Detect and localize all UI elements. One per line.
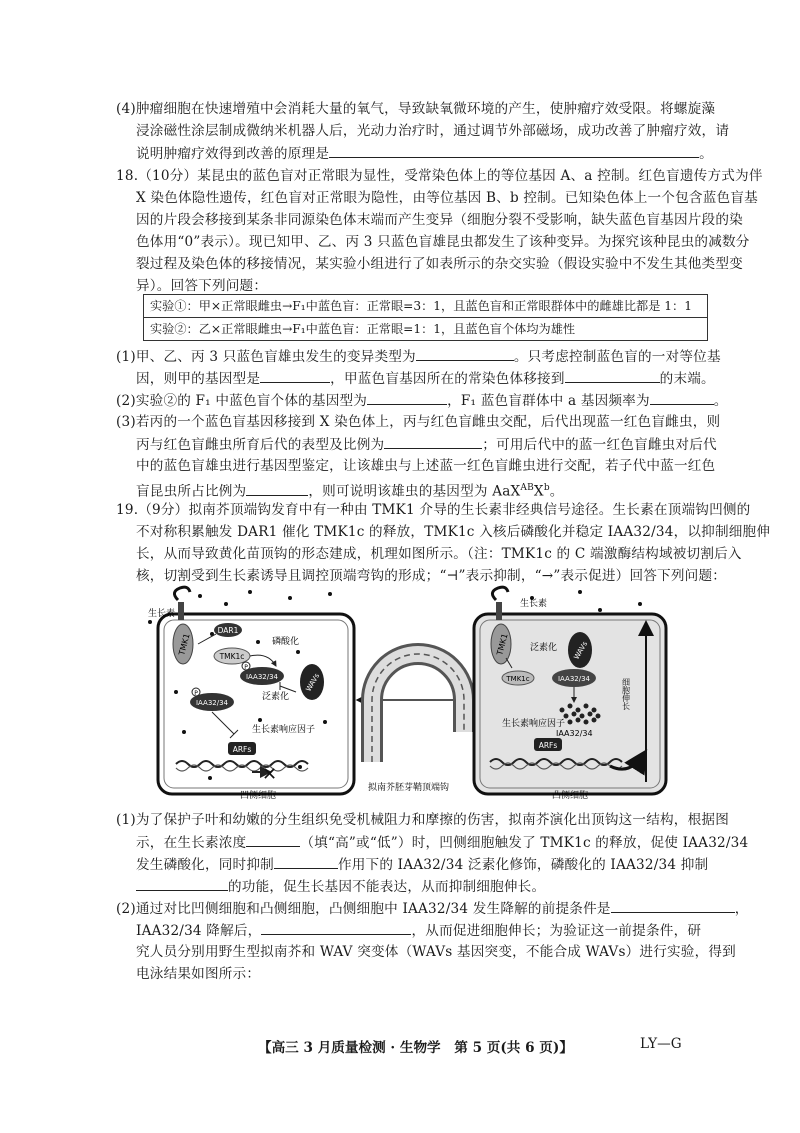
q19-1-line-2 — [136, 832, 748, 853]
q19-1-text-c: （填“高”或“低”）时，凹侧细胞触发了 TMK1c 的释放，促使 IAA32/34 — [300, 835, 749, 851]
answer-blank[interactable] — [136, 876, 228, 891]
q17-4-line-1: (4)肿瘤细胞在快速增殖中会消耗大量的氧气，导致缺氧微环境的产生，使肿瘤疗效受限。将螺旋藻 — [116, 101, 716, 117]
answer-blank[interactable] — [260, 368, 330, 383]
q18-line-6: 异）。回答下列问题： — [136, 278, 268, 294]
q18-1-line-1 — [116, 346, 721, 367]
arfs-left-label: ARFs — [232, 745, 252, 754]
experiment-1: 实验①：甲×正常眼雌虫→F₁中蓝色盲：正常眼=3：1，且蓝色盲和正常眼群体中的雌雄比都是 1：1 — [150, 299, 692, 313]
experiment-table — [143, 294, 708, 341]
q19-2-line-4: 电泳结果如图所示： — [136, 966, 261, 982]
answer-blank[interactable] — [261, 920, 411, 935]
iaa-right-deg-label: IAA32/34 — [556, 729, 593, 738]
answer-blank[interactable] — [565, 368, 660, 383]
q17-4-end: 。 — [699, 146, 713, 162]
q19-line-2: 不对称积累触发 DAR1 催化 TMK1c 的释放，TMK1c 入核后磷酸化并稳定 IAA32/34，以抑制细胞伸 — [136, 524, 771, 540]
elongation-label: 细胞伸长 — [621, 678, 631, 710]
wavs-left-label: WAVs — [304, 672, 322, 693]
phosphorylation-label: 磷酸化 — [272, 637, 300, 647]
answer-blank[interactable] — [384, 434, 482, 449]
q18-2-text-c: 。 — [713, 393, 728, 409]
q18-line-3: 因的片段会移接到某条非同源染色体末端而产生变异（细胞分裂不受影响，缺失蓝色盲基因片段的染 — [136, 212, 743, 228]
hook-label: 拟南芥胚芽鞘顶端钩 — [368, 783, 450, 793]
q18-3-line-3: 中的蓝色盲雄虫进行基因型鉴定，让该雄虫与上述蓝一红色盲雌虫进行交配，若子代中蓝一红色 — [136, 458, 716, 474]
p-marker-1: P — [244, 664, 248, 671]
page-footer-title: 【高三 3 月质量检测 · 生物学 第 5 页(共 6 页)】 — [258, 1040, 573, 1056]
q18-3-text-c: ；可用后代中的蓝一红色盲雌虫对后代 — [482, 437, 717, 453]
convex-label: 凸侧细胞 — [552, 791, 589, 801]
ubiquitination-right-label: 泛素化 — [530, 643, 558, 653]
q18-3-text-b: 丙与红色盲雌虫所育后代的表型及比例为 — [136, 437, 385, 453]
blocked-cross-icon: ✕ — [262, 764, 278, 785]
concave-cell — [148, 587, 354, 801]
q19-2-text-d: ，从而促进细胞伸长；为验证这一前提条件，研 — [411, 923, 702, 939]
tmk1-left-label: TMK1 — [177, 632, 192, 657]
q18-3-line-1: (3)若丙的一个蓝色盲基因移接到 X 染色体上，丙与红色盲雌虫交配，后代出现蓝一红色盲雌虫，则 — [116, 414, 721, 430]
arfs-right-label: ARFs — [538, 741, 558, 750]
q18-1-text-e: 的末端。 — [659, 371, 715, 387]
q19-2-text-c: IAA32/34 降解后， — [136, 923, 262, 939]
auxin-left-label: 生长素 — [148, 609, 176, 619]
q18-3-text-f: ，则可说明该雄虫的基因型为 AaX — [308, 483, 521, 500]
answer-blank[interactable] — [246, 481, 308, 496]
tmk1c-right-label: TMK1c — [506, 675, 530, 683]
answer-blank[interactable] — [650, 390, 714, 405]
q17-4-text: 说明肿瘤疗效得到改善的原理是 — [136, 146, 330, 162]
q18-2-line — [116, 390, 728, 411]
q18-line-2: X 染色体隐性遗传，红色盲对正常眼为隐性，由等位基因 B、b 控制。已知染色体上一个包含蓝色盲基 — [136, 190, 758, 206]
q19-2-line-1 — [116, 898, 749, 919]
iaa-right-top-label: IAA32/34 — [557, 675, 591, 683]
answer-blank[interactable] — [416, 346, 514, 361]
ubiquitination-left-label: 泛素化 — [262, 692, 290, 702]
q18-2-text-b: ，F₁ 蓝色盲群体中 a 基因频率为 — [447, 393, 650, 409]
concave-label: 凹侧细胞 — [240, 791, 277, 801]
q17-4-line-2: 浸涂磁性涂层制成微纳米机器人后，光动力治疗时，通过调节外部磁场，成功改善了肿瘤疗效，请 — [136, 123, 730, 139]
q19-1-text-b: 示，在生长素浓度 — [136, 835, 247, 851]
q18-1-text-d: ，甲蓝色盲基因所在的常染色体移接到 — [330, 371, 565, 387]
q18-2-text-a: (2)实验②的 F₁ 中蓝色盲个体的基因型为 — [116, 393, 368, 409]
q19-2-text-b: ， — [734, 901, 749, 917]
q19-line-3: 长，从而导致黄化苗顶钩的形态建成，机理如图所示。（注：TMK1c 的 C 端激酶结构域被切割后入 — [136, 546, 742, 562]
q18-1-text-b: 。只考虑控制蓝色盲的一对等位基 — [513, 349, 721, 365]
convex-cell — [474, 587, 666, 801]
answer-blank[interactable] — [329, 143, 699, 158]
iaa-left-p-label: IAA32/34 — [195, 699, 229, 707]
q18-3-line-2 — [136, 434, 717, 455]
q19-1-text-f: 的功能，促生长基因不能表达，从而抑制细胞伸长。 — [228, 879, 546, 895]
q18-3-line-4 — [136, 478, 564, 502]
arf-left-label: 生长素响应因子 — [252, 725, 316, 735]
q18-3-text-e: 盲昆虫所占比例为 — [136, 483, 247, 500]
superscript-b: b — [543, 483, 550, 493]
q19-1-text-d: 发生磷酸化，同时抑制 — [136, 857, 274, 873]
answer-blank[interactable] — [246, 832, 300, 847]
q18-3-text-g: X — [533, 483, 544, 500]
answer-blank[interactable] — [611, 898, 735, 913]
experiment-2: 实验②：乙×正常眼雌虫→F₁中蓝色盲：正常眼=1：1，且蓝色盲个体均为雄性 — [144, 317, 707, 340]
q18-1-text-a: (1)甲、乙、丙 3 只蓝色盲雄虫发生的变异类型为 — [116, 349, 416, 365]
arf-right-label: 生长素响应因子 — [502, 719, 566, 729]
q18-3-text-h: 。 — [549, 483, 564, 500]
q19-2-line-3: 究人员分别用野生型拟南芥和 WAV 突变体（WAVs 基因突变，不能合成 WAVs）进行实验，得到 — [136, 944, 736, 960]
q19-1-line-4 — [136, 876, 545, 897]
superscript-ab: AB — [520, 483, 534, 493]
page-footer-code: LY—G — [640, 1036, 682, 1052]
q17-4-line-3 — [136, 143, 713, 164]
q19-1-text-e: 作用下的 IAA32/34 泛素化修饰，磷酸化的 IAA32/34 抑制 — [337, 857, 709, 873]
q19-2-line-2 — [136, 920, 701, 941]
wavs-right-label: WAVs — [572, 640, 590, 661]
tmk1-right-label: TMK1 — [495, 632, 510, 657]
receptor-hook-icon — [174, 587, 190, 600]
q18-1-text-c: 因，则甲的基因型是 — [136, 371, 261, 387]
auxin-right-label: 生长素 — [520, 599, 548, 609]
mechanism-figure — [140, 582, 670, 804]
q18-line-5: 裂过程及染色体的移接情况，某实验小组进行了如表所示的杂交实验（假设实验中不发生其他类型变 — [136, 256, 743, 272]
q18-line-1: 18.（10分）某昆虫的蓝色盲对正常眼为显性，受常染色体上的等位基因 A、a 控制。红色盲遗传方式为伴 — [116, 168, 763, 184]
q19-line-1: 19.（9分）拟南芥顶端钩发育中有一种由 TMK1 介导的生长素非经典信号途径。生长素在顶端钩凹侧的 — [116, 502, 751, 518]
tmk1c-left-label: TMK1c — [219, 652, 245, 661]
dar1-label: DAR1 — [217, 626, 239, 635]
iaa-left-top-label: IAA32/34 — [245, 673, 279, 681]
q19-line-4: 核，切割受到生长素诱导且调控顶端弯钩的形成；“⊣”表示抑制，“→”表示促进）回答下列问题： — [136, 568, 727, 584]
q19-1-line-1: (1)为了保护子叶和幼嫩的分生组织免受机械阻力和摩擦的伤害，拟南芥演化出顶钩这一结构，根据图 — [116, 812, 729, 828]
answer-blank[interactable] — [274, 854, 338, 869]
p-marker-2: P — [194, 690, 198, 697]
q19-1-line-3 — [136, 854, 708, 875]
q18-1-line-2 — [136, 368, 715, 389]
receptor-hook-icon — [492, 587, 508, 600]
answer-blank[interactable] — [367, 390, 447, 405]
q19-2-text-a: (2)通过对比凹侧细胞和凸侧细胞，凸侧细胞中 IAA32/34 发生降解的前提条件是 — [116, 901, 611, 917]
q18-line-4: 色体用“0”表示）。现已知甲、乙、丙 3 只蓝色盲雄昆虫都发生了该种变异。为探究该种昆虫的减数分 — [136, 234, 750, 250]
apical-hook — [358, 654, 470, 793]
